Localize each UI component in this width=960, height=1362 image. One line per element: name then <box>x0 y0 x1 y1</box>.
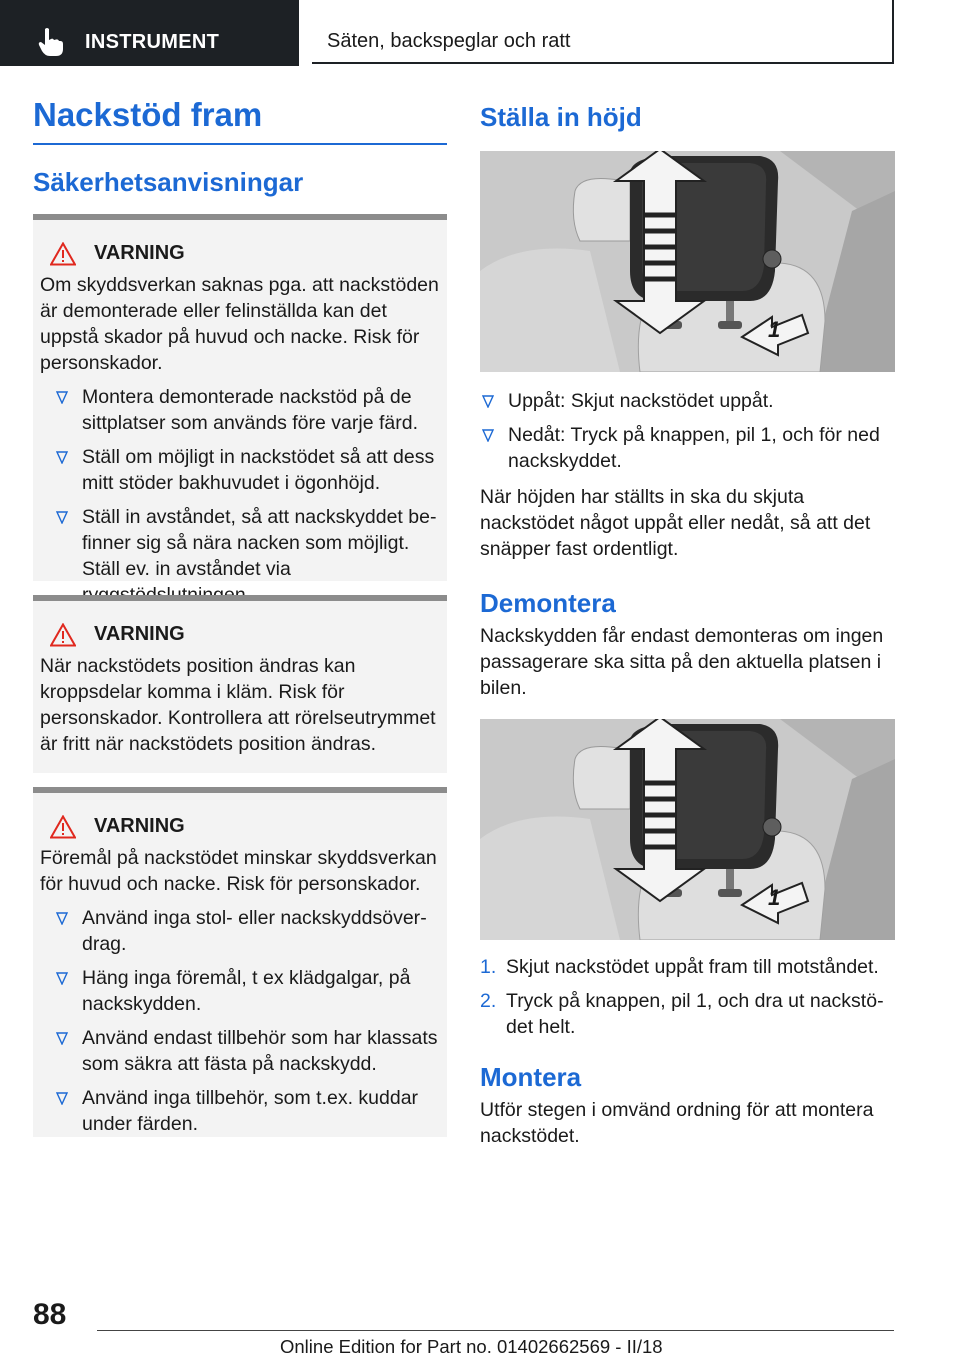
section-label: INSTRUMENT <box>85 31 220 53</box>
left-column <box>33 96 447 1137</box>
remove-heading: Demontera <box>480 588 616 618</box>
page-title: Nackstöd fram <box>33 96 263 133</box>
list-item <box>40 965 439 1017</box>
warning-triangle-icon <box>50 623 76 647</box>
arrow-callout-label: 1 <box>768 885 781 910</box>
footer-rule <box>97 1330 894 1331</box>
list-item <box>40 1025 439 1077</box>
triangle-bullet-icon <box>56 511 68 524</box>
triangle-bullet-icon <box>56 451 68 464</box>
warning-title <box>40 815 439 839</box>
list-item <box>40 905 439 957</box>
list-item-text: Använd inga tillbehör, som t.ex. kuddar under färden. <box>82 1086 419 1135</box>
list-item <box>40 444 439 496</box>
arrow-callout-label: 1 <box>768 317 781 342</box>
list-item <box>40 1085 439 1137</box>
remove-paragraph: Nackskydden får endast demonteras om ingen passagerare ska sitta på den aktuella platsen i bilen. <box>480 625 884 699</box>
list-item <box>40 384 439 436</box>
chapter-title: Säten, backspeglar och ratt <box>327 30 571 52</box>
list-item-text: Ställ om möjligt in nackstödet så att dess mitt stöder bakhuvudet i ögonhöjd. <box>82 445 435 494</box>
step-number: 2. <box>480 990 497 1012</box>
warning-triangle-icon <box>50 242 76 266</box>
right-column <box>480 96 895 1149</box>
height-paragraph: När höjden har ställts in ska du skjuta nackstödet något uppåt eller nedåt, så att det snäpper fast ordentligt. <box>480 486 871 560</box>
list-item-text: Ställ in avståndet, så att nackskyddet befinner sig så nära nacken som möjligt. Ställ ev. in avståndet via <box>82 505 437 580</box>
headrest-remove-image <box>480 719 895 940</box>
warning-title <box>40 623 439 647</box>
triangle-bullet-icon <box>482 395 494 408</box>
safety-heading: Säkerhetsanvisningar <box>33 166 304 197</box>
chapter-box <box>312 0 894 64</box>
mount-paragraph: Utför stegen i omvänd ordning för att montera nackstödet. <box>480 1099 874 1147</box>
list-item-text: Häng inga föremål, t ex klädgalgar, på nackskydden. <box>82 966 411 1015</box>
triangle-bullet-icon <box>56 912 68 925</box>
warning-box-1 <box>33 214 447 581</box>
edition-text: Online Edition for Part no. 01402662569 - II/18 <box>280 1336 663 1357</box>
warning-title <box>40 242 439 266</box>
list-item-text: Använd inga stol- eller nackskyddsöverdrag. <box>82 906 427 955</box>
warning-box-2 <box>33 595 447 773</box>
headrest-remove-figure <box>480 719 895 940</box>
page-number: 88 <box>33 1298 67 1331</box>
list-item-text: Använd endast tillbehör som har klassats som säkra att fästa på nackskydd. <box>82 1026 438 1075</box>
triangle-bullet-icon <box>56 391 68 404</box>
page-header <box>0 0 960 66</box>
list-item <box>480 388 895 414</box>
triangle-bullet-icon <box>56 1032 68 1045</box>
headrest-height-image <box>480 151 895 372</box>
step-number: 1. <box>480 956 497 978</box>
warning-text: Om skyddsverkan saknas pga. att nackstöden är demonterade eller felinställda kan det uppstå skador på huvud och nacke. Risk för personskador. <box>40 273 439 374</box>
warning-box-3 <box>33 787 447 1137</box>
hand-pointer-icon <box>36 27 66 57</box>
headrest-height-figure <box>480 151 895 372</box>
mount-heading: Montera <box>480 1062 582 1092</box>
warning-text: När nackstödets position ändras kan kroppsdelar komma i kläm. Risk för personskador. Kontrollera att rörelseutrymmet är fritt när nackstödets position ändras. <box>40 654 436 755</box>
list-item-text: Nedåt: Tryck på knappen, pil 1, och för ned nackskyddet. <box>508 424 880 472</box>
height-heading: Ställa in höjd <box>480 102 642 132</box>
warning-text: Föremål på nackstödet minskar skyddsverkan för huvud och nacke. Risk för personskador. <box>40 846 437 895</box>
triangle-bullet-icon <box>56 1092 68 1105</box>
list-item <box>480 954 895 980</box>
warning-label: VARNING <box>94 815 185 838</box>
list-item <box>480 988 895 1040</box>
list-item-text: Uppåt: Skjut nackstödet uppåt. <box>508 390 774 412</box>
triangle-bullet-icon <box>56 972 68 985</box>
list-item-text: Montera demonterade nackstöd på de sittplatser som används före varje färd. <box>82 385 418 434</box>
list-item <box>40 504 439 608</box>
triangle-bullet-icon <box>482 429 494 442</box>
list-item-text: Tryck på knappen, pil 1, och dra ut nackstödet helt. <box>506 990 884 1038</box>
section-tab[interactable] <box>0 0 299 66</box>
list-item-text: Skjut nackstödet uppåt fram till motståndet. <box>506 956 879 978</box>
warning-label: VARNING <box>94 242 185 265</box>
list-item <box>480 422 895 474</box>
title-rule <box>33 143 447 145</box>
warning-label: VARNING <box>94 623 185 646</box>
warning-triangle-icon <box>50 815 76 839</box>
